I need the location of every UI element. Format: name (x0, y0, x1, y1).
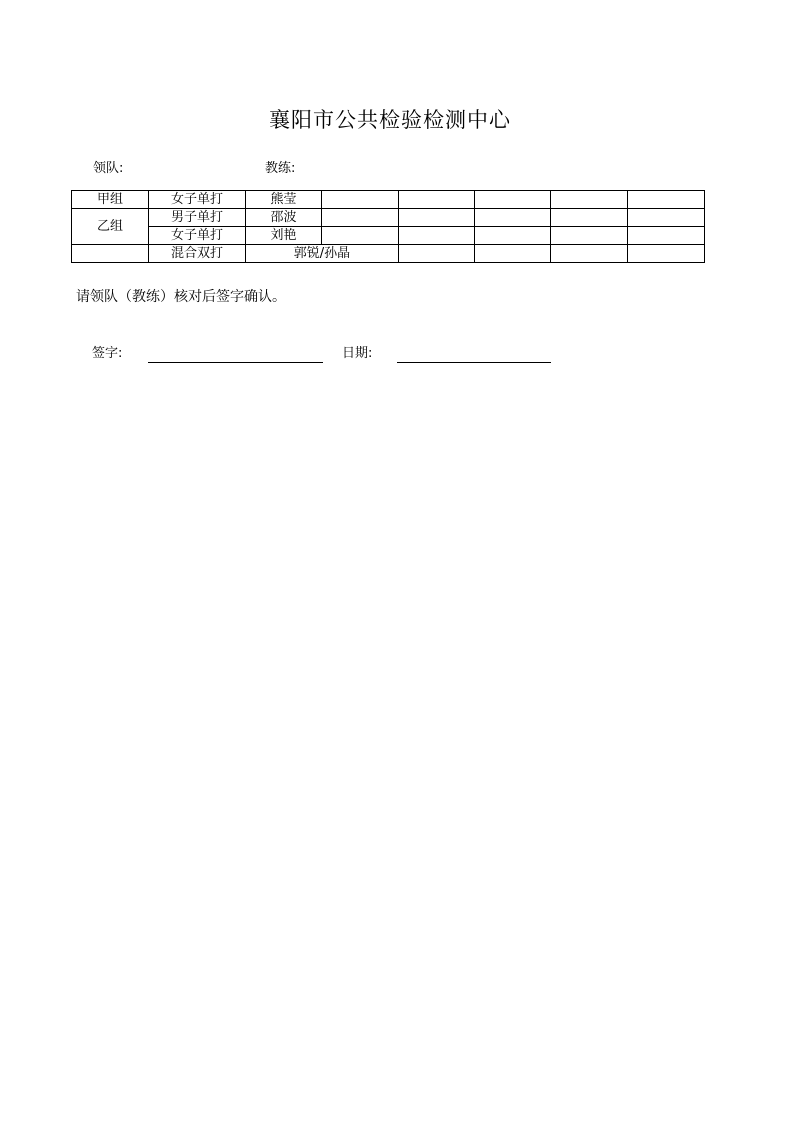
empty-cell (399, 227, 475, 245)
leader-label: 领队: (93, 161, 124, 176)
empty-cell (628, 227, 705, 245)
event-cell: 女子单打 (149, 191, 246, 209)
date-line (397, 362, 551, 363)
empty-cell (628, 209, 705, 227)
empty-cell (399, 191, 475, 209)
empty-cell (551, 227, 628, 245)
event-cell: 女子单打 (149, 227, 246, 245)
roster-table (71, 190, 705, 263)
empty-cell (322, 191, 399, 209)
player-cell: 刘艳 (246, 227, 322, 245)
signature-line (148, 362, 323, 363)
empty-cell (399, 245, 475, 263)
event-cell: 男子单打 (149, 209, 246, 227)
date-label: 日期: (342, 346, 373, 361)
empty-cell (551, 209, 628, 227)
empty-cell (551, 191, 628, 209)
group-cell: 甲组 (72, 191, 149, 209)
event-cell: 混合双打 (149, 245, 246, 263)
player-cell: 熊莹 (246, 191, 322, 209)
player-cell: 郭锐/孙晶 (246, 245, 399, 263)
table-row (72, 227, 705, 245)
empty-cell (322, 209, 399, 227)
empty-cell (475, 227, 551, 245)
page-title: 襄阳市公共检验检测中心 (269, 108, 511, 132)
group-cell (72, 245, 149, 263)
empty-cell (475, 191, 551, 209)
player-cell: 邵波 (246, 209, 322, 227)
group-cell: 乙组 (72, 209, 149, 245)
confirmation-note: 请领队（教练）核对后签字确认。 (76, 289, 286, 305)
table-row (72, 191, 705, 209)
empty-cell (628, 191, 705, 209)
table-row (72, 245, 705, 263)
signature-label: 签字: (92, 346, 123, 361)
empty-cell (322, 227, 399, 245)
empty-cell (551, 245, 628, 263)
empty-cell (475, 245, 551, 263)
empty-cell (399, 209, 475, 227)
coach-label: 教练: (265, 161, 296, 176)
empty-cell (628, 245, 705, 263)
table-row (72, 209, 705, 227)
empty-cell (475, 209, 551, 227)
